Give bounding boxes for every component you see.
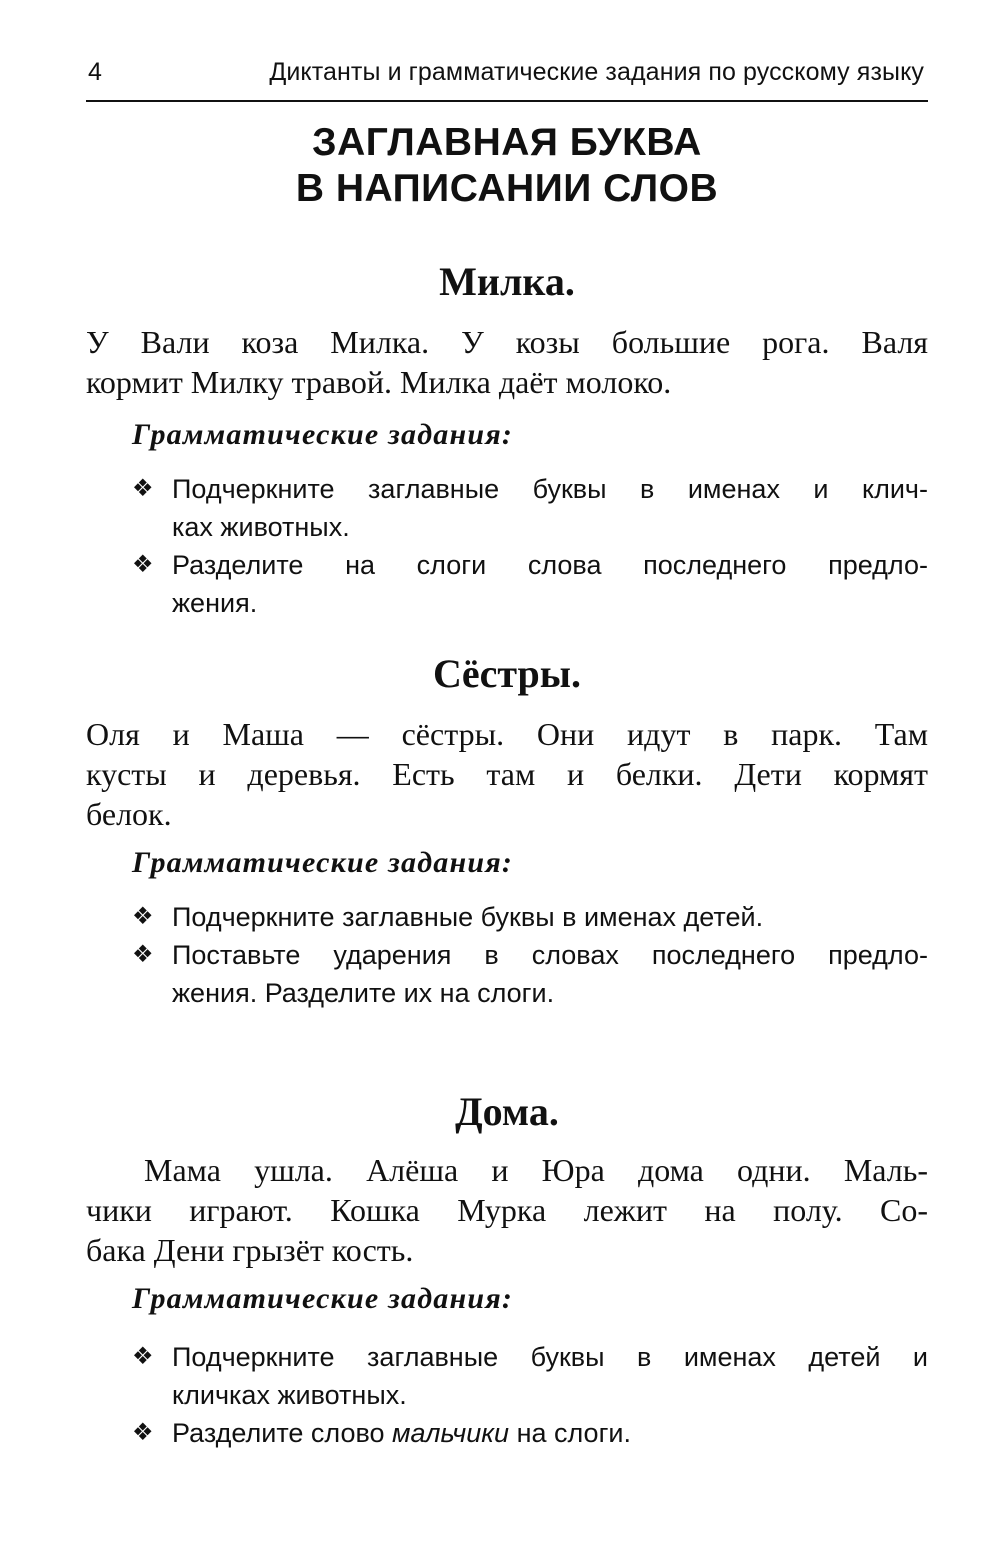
story-text-sestry (86, 714, 928, 834)
diamond-bullet-icon: ❖ (132, 941, 154, 968)
story-title-milka: Милка. (439, 259, 575, 304)
story-line: У Вали коза Милка. У козы большие рога. Валя (86, 324, 928, 360)
story-line: белок. (86, 796, 172, 832)
story-line: кормит Милку травой. Милка даёт молоко. (86, 364, 672, 400)
story-line: Оля и Маша — сёстры. Они идут в парк. Там (86, 716, 928, 752)
chapter-title-line-2: В НАПИСАНИИ СЛОВ (295, 167, 719, 210)
task-line: жения. Разделите их на слоги. (172, 978, 555, 1008)
task-line: Поставьте ударения в словах последнего предло- (172, 940, 928, 970)
tasks-heading: Грамматические задания: (132, 418, 514, 451)
running-head (86, 56, 928, 102)
story-line: кусты и деревья. Есть там и белки. Дети кормят (86, 756, 928, 792)
task-item (132, 470, 928, 546)
task-list-doma (132, 1338, 928, 1452)
task-text-prefix: Разделите слово (172, 1418, 393, 1448)
diamond-bullet-icon: ❖ (132, 1419, 154, 1446)
story-line: чики играют. Кошка Мурка лежит на полу. Со- (86, 1192, 928, 1228)
diamond-bullet-icon: ❖ (132, 551, 154, 578)
task-line: Разделите на слоги слова последнего предло- (172, 550, 928, 580)
story-text-doma (86, 1150, 928, 1270)
task-line: Подчеркните заглавные буквы в именах детей. (172, 902, 764, 932)
story-title-sestry: Сёстры. (432, 651, 581, 696)
task-item (132, 898, 928, 936)
task-list-sestry (132, 898, 928, 1012)
chapter-title (86, 120, 928, 212)
chapter-title-line-1: ЗАГЛАВНАЯ БУКВА (312, 121, 702, 164)
page-number: 4 (88, 58, 102, 86)
tasks-heading: Грамматические задания: (132, 1282, 514, 1315)
task-line: Подчеркните заглавные буквы в именах и клич- (172, 474, 928, 504)
story-title-doma: Дома. (455, 1089, 559, 1134)
running-title: Диктанты и грамматические задания по русскому языку (269, 58, 924, 86)
task-line: Подчеркните заглавные буквы в именах детей и (172, 1342, 928, 1372)
story-line: Мама ушла. Алёша и Юра дома одни. Маль- (144, 1152, 928, 1188)
task-item (132, 936, 928, 1012)
task-line: жения. (172, 588, 258, 618)
task-item (132, 546, 928, 622)
diamond-bullet-icon: ❖ (132, 903, 154, 930)
task-emphasis-word: мальчики (392, 1418, 510, 1448)
story-text-milka (86, 322, 928, 402)
task-list-milka (132, 470, 928, 622)
diamond-bullet-icon: ❖ (132, 1343, 154, 1370)
tasks-heading: Грамматические задания: (132, 846, 514, 879)
story-line: бака Дени грызёт кость. (86, 1232, 414, 1268)
task-line (172, 1414, 928, 1452)
task-line: ках животных. (172, 512, 350, 542)
task-line: кличках животных. (172, 1380, 407, 1410)
task-item (132, 1338, 928, 1414)
task-text-suffix: на слоги. (509, 1418, 631, 1448)
diamond-bullet-icon: ❖ (132, 475, 154, 502)
task-item (132, 1414, 928, 1452)
